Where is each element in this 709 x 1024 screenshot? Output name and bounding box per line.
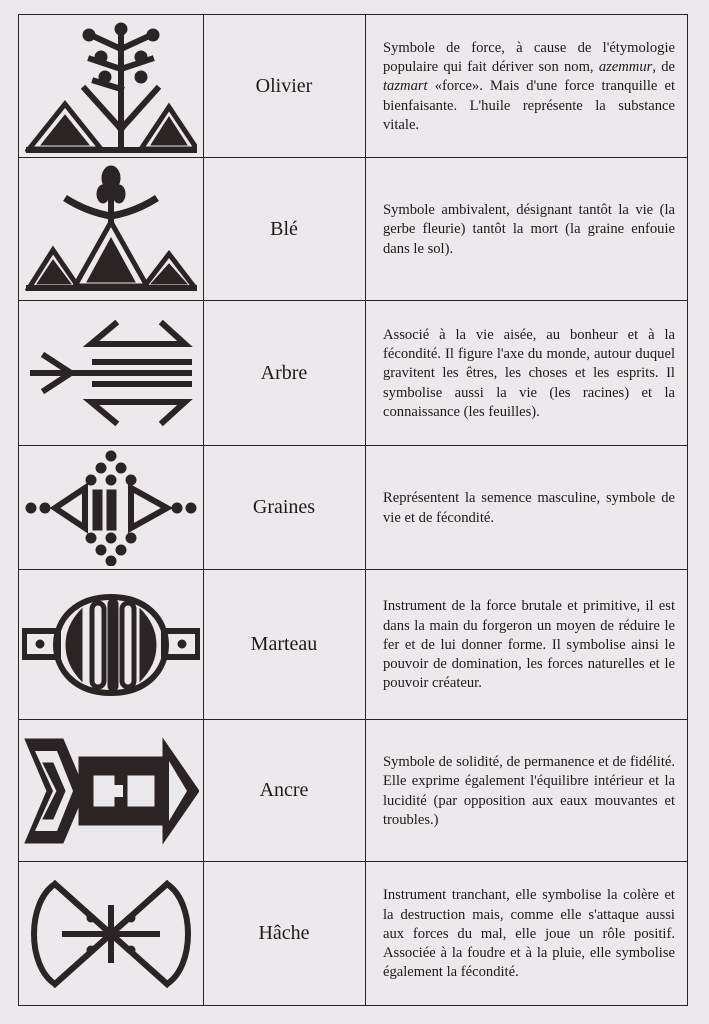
italic-term: azemmur	[598, 59, 653, 76]
anchor-icon	[23, 735, 199, 847]
symbol-name: Arbre	[203, 301, 366, 445]
axe-icon	[25, 878, 197, 990]
symbol-name: Olivier	[203, 15, 366, 157]
description-text: Instrument de la force brutale et primitive, il est dans la main du forgeron un moyen de réduire le fer et de lui donner forme. Il symbolise ainsi le pouvoir de domination, les forces naturelles et le pouvoir créateur.	[383, 598, 675, 692]
symbol-description	[365, 301, 687, 445]
symbol-description	[365, 720, 687, 861]
symbols-table	[18, 14, 688, 1006]
description-text: Représentent la semence masculine, symbole de vie et de fécondité.	[383, 490, 675, 526]
table-row	[19, 15, 687, 158]
symbol-description	[365, 15, 687, 157]
symbol-cell	[19, 720, 204, 861]
symbol-description	[365, 158, 687, 300]
table-row	[19, 862, 687, 1005]
table-row	[19, 446, 687, 570]
olive-tree-icon	[25, 19, 197, 154]
symbol-cell	[19, 446, 204, 569]
symbol-cell	[19, 862, 204, 1005]
description-text: Symbole de solidité, de permanence et de fidélité. Elle exprime également l'équilibre intérieur et la lucidité (par opposition aux eaux mouvantes et troubles.)	[383, 754, 675, 828]
table-row	[19, 570, 687, 720]
description-text: Symbole de force, à cause de l'étymologie populaire qui fait dériver son nom, azemmur, de tazmart «force». Mais d'une force tranquille et bienfaisante. L'huile représente la substance vitale.	[383, 39, 675, 133]
seeds-icon	[25, 450, 197, 566]
symbol-name: Hâche	[203, 862, 366, 1005]
symbol-description	[365, 446, 687, 569]
tree-arrow-icon	[25, 318, 197, 428]
symbol-name: Marteau	[203, 570, 366, 719]
symbol-name: Blé	[203, 158, 366, 300]
hammer-icon	[22, 593, 200, 697]
table-row	[19, 301, 687, 446]
symbol-cell	[19, 15, 204, 157]
symbol-name: Ancre	[203, 720, 366, 861]
symbol-cell	[19, 301, 204, 445]
symbol-description	[365, 570, 687, 719]
wheat-icon	[25, 164, 197, 294]
symbol-cell	[19, 158, 204, 300]
description-text: Symbole ambivalent, désignant tantôt la vie (la gerbe fleurie) tantôt la mort (la graine enfouie dans le sol).	[383, 202, 675, 257]
table-row	[19, 720, 687, 862]
description-text: Instrument tranchant, elle symbolise la colère et la destruction mais, comme elle s'attaque aussi aux forces du mal, elle joue un rôle positif. Associée à la foudre et à la pluie, elle symbolise également la fécondité.	[383, 887, 675, 981]
symbol-description	[365, 862, 687, 1005]
symbol-name: Graines	[203, 446, 366, 569]
symbol-cell	[19, 570, 204, 719]
italic-term: tazmart	[383, 78, 428, 95]
table-row	[19, 158, 687, 301]
description-text: Associé à la vie aisée, au bonheur et à la fécondité. Il figure l'axe du monde, autour duquel gravitent les êtres, les choses et les esprits. Il symbolise aussi la vie (les racines) et la connaissance (les feuilles).	[383, 326, 675, 420]
